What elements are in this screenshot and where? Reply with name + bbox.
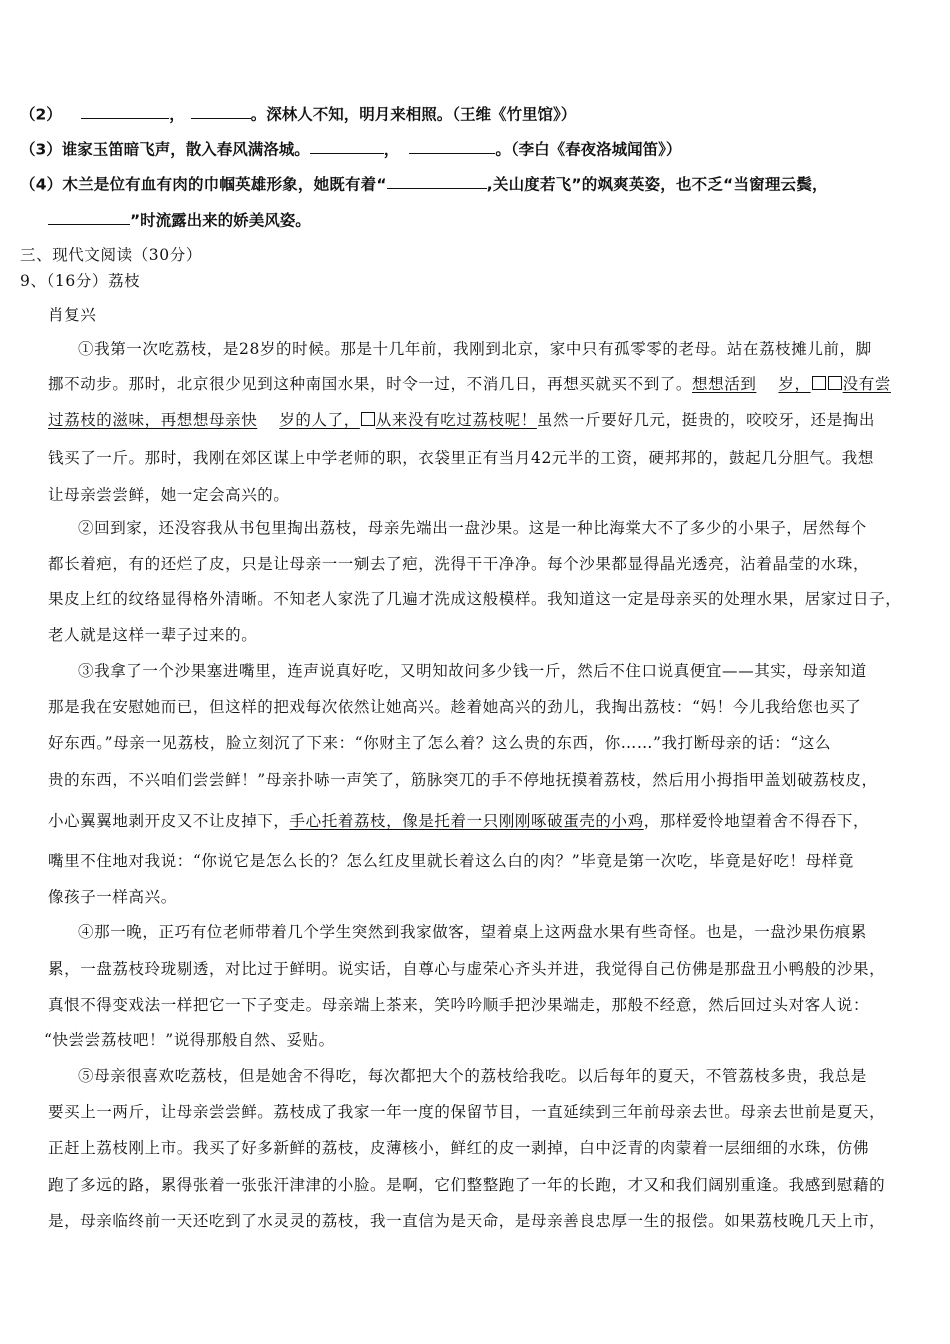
paragraph-line: 挪不动步。那时，北京很少见到这种南国水果，时令一过，不消几日，再想买就买不到了。想想活到 岁， 没有尝 bbox=[48, 375, 891, 393]
underlined-sentence: 过荔枝的滋味，再想想母亲快 岁的人了， 从来没有吃过荔枝呢！ bbox=[48, 411, 537, 429]
paragraph-line: ④那一晚，正巧有位老师带着几个学生突然到我家做客，望着桌上这两盘水果有些奇怪。也是，一盘沙果伤痕累 bbox=[78, 923, 867, 941]
paragraph-line: 嘴里不住地对我说：“你说它是怎么长的？怎么红皮里就长着这么白的肉？”毕竟是第一次吃，毕竟是好吃！母样竟 bbox=[48, 852, 854, 870]
missing-char-box bbox=[828, 376, 842, 390]
paragraph-line: 钱买了一斤。那时，我刚在郊区谋上中学老师的职，衣袋里正有当月42元半的工资，硬邦邦的，鼓起几分胆气。我想 bbox=[48, 449, 874, 467]
paragraph-line: 累，一盘荔枝玲珑剔透，对比过于鲜明。说实话，自尊心与虚荣心齐头并进，我觉得自己仿佛是那盘丑小鸭般的沙果， bbox=[48, 960, 886, 978]
paragraph-line: 贵的东西，不兴咱们尝尝鲜！”母亲扑哧一声笑了，筋脉突兀的手不停地抚摸着荔枝，然后用小拇指甲盖划破荔枝皮， bbox=[48, 771, 878, 789]
paragraph-line: 老人就是这样一辈子过来的。 bbox=[48, 626, 258, 644]
poem-question-3: （3）谁家玉笛暗飞声，散入春风满洛城。 ， 。（李白《春夜洛城闻笛》） bbox=[20, 137, 681, 159]
answer-blank[interactable] bbox=[310, 137, 384, 154]
paragraph-line: 正赶上荔枝刚上市。我买了好多新鲜的荔枝，皮薄核小，鲜红的皮一剥掉，白中泛青的肉蒙着一层细细的水珠，仿佛 bbox=[48, 1139, 870, 1157]
paragraph-line: 小心翼翼地剥开皮又不让皮掉下，手心托着荔枝，像是托着一只刚刚啄破蛋壳的小鸡，那样爱怜地望着舍不得吞下， bbox=[48, 812, 870, 830]
underlined-sentence: 手心托着荔枝，像是托着一只刚刚啄破蛋壳的小鸡 bbox=[289, 812, 644, 830]
answer-blank[interactable] bbox=[81, 102, 169, 119]
paragraph-line: ③我拿了一个沙果塞进嘴里，连声说真好吃，又明知故问多少钱一斤，然后不住口说真便宜——其实，母亲知道 bbox=[78, 662, 867, 680]
paragraph-line: 是，母亲临终前一天还吃到了水灵灵的荔枝，我一直信为是天命，是母亲善良忠厚一生的报偿。如果荔枝晚几天上市， bbox=[48, 1212, 886, 1230]
paragraph-line: 像孩子一样高兴。 bbox=[48, 888, 177, 906]
paragraph-line: ②回到家，还没容我从书包里掏出荔枝，母亲先端出一盘沙果。这是一种比海棠大不了多少的小果子，居然每个 bbox=[78, 519, 867, 537]
paragraph-line: 跑了多远的路，累得张着一张张汗津津的小脸。是啊，它们整整跑了一年的长跑，才又和我们阔别重逢。我感到慰藉的 bbox=[48, 1176, 886, 1194]
question-title: 9、（16分）荔枝 bbox=[20, 272, 141, 290]
paragraph-line: 好东西。”母亲一见荔枝，脸立刻沉了下来：“你财主了怎么着？这么贵的东西，你……”我打断母亲的话：“这么 bbox=[48, 734, 832, 752]
paragraph-line: 那是我在安慰她而已，但这样的把戏每次依然让她高兴。趁着她高兴的劲儿，我掏出荔枝：“妈！今儿我给您也买了 bbox=[48, 698, 862, 716]
paragraph-line: ①我第一次吃荔枝，是28岁的时候。那是十几年前，我刚到北京，家中只有孤零零的老母。站在荔枝摊儿前，脚 bbox=[78, 340, 872, 358]
paragraph-line: 让母亲尝尝鲜，她一定会高兴的。 bbox=[48, 486, 290, 504]
paragraph-line: 都长着疤，有的还烂了皮，只是让母亲一一剜去了疤，洗得干干净净。每个沙果都显得晶光透亮，沾着晶莹的水珠， bbox=[48, 555, 870, 573]
answer-blank[interactable] bbox=[409, 137, 495, 154]
missing-char-box bbox=[361, 412, 375, 426]
answer-blank[interactable] bbox=[48, 208, 130, 225]
paragraph-line: 果皮上红的纹络显得格外清晰。不知老人家洗了几遍才洗成这般模样。我知道这一定是母亲买的处理水果，居家过日子， bbox=[48, 590, 902, 608]
paragraph-line: 要买上一两斤，让母亲尝尝鲜。荔枝成了我家一年一度的保留节目，一直延续到三年前母亲去世。母亲去世前是夏天， bbox=[48, 1103, 886, 1121]
poem-question-2: （2） ， 。深林人不知，明月来相照。（王维《竹里馆》） bbox=[20, 102, 576, 124]
poem-question-4: （4）木兰是位有血有肉的巾帼英雄形象，她既有着“ ,关山度若飞”的飒爽英姿，也不乏“当窗理云鬓， bbox=[20, 172, 828, 194]
missing-char-box bbox=[812, 376, 826, 390]
paragraph-line: 真恨不得变戏法一样把它一下子变走。母亲端上茶来，笑吟吟顺手把沙果端走，那般不经意，然后回过头对客人说： bbox=[48, 996, 870, 1014]
answer-blank[interactable] bbox=[191, 102, 251, 119]
paragraph-line: ⑤母亲很喜欢吃荔枝，但是她舍不得吃，每次都把大个的荔枝给我吃。以后每年的夏天，不管荔枝多贵，我总是 bbox=[78, 1067, 867, 1085]
section-heading: 三、现代文阅读（30分） bbox=[20, 246, 202, 264]
answer-blank[interactable] bbox=[387, 172, 487, 189]
poem-question-4-cont: ”时流露出来的娇美风姿。 bbox=[48, 208, 311, 230]
paragraph-line: “快尝尝荔枝吧！”说得那般自然、妥贴。 bbox=[44, 1031, 335, 1049]
author-name: 肖复兴 bbox=[48, 306, 97, 324]
paragraph-line: 过荔枝的滋味，再想想母亲快 岁的人了， 从来没有吃过荔枝呢！虽然一斤要好几元，挺贵的，咬咬牙，还是掏出 bbox=[48, 411, 875, 429]
underlined-sentence: 想想活到 岁， 没有尝 bbox=[692, 375, 891, 393]
